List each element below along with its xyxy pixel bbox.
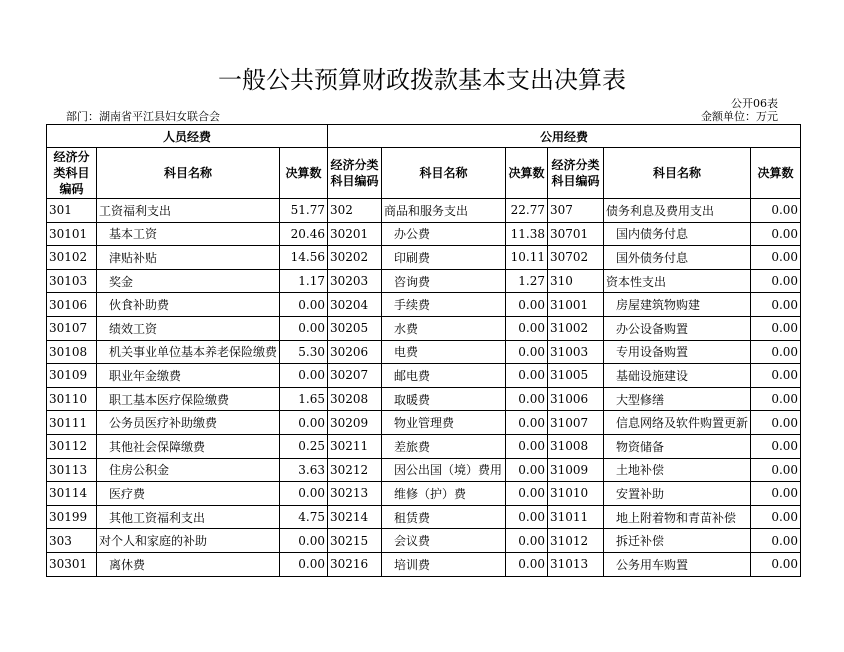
amount-cell: 0.00 (751, 411, 801, 435)
subject-name-cell: 基础设施建设 (604, 364, 751, 388)
amount-cell: 0.00 (751, 387, 801, 411)
subject-name-cell: 土地补偿 (604, 458, 751, 482)
amount-cell: 51.77 (280, 199, 328, 223)
amount-cell: 0.00 (751, 552, 801, 576)
amount-cell: 1.17 (280, 269, 328, 293)
subject-name-cell: 取暖费 (382, 387, 506, 411)
economic-code-cell: 30202 (328, 246, 382, 270)
amount-cell: 5.30 (280, 340, 328, 364)
subject-name-cell: 国外债务付息 (604, 246, 751, 270)
table-row (47, 529, 801, 553)
amount-cell: 0.00 (506, 529, 548, 553)
subject-name-cell: 公务员医疗补助缴费 (97, 411, 280, 435)
column-header-amount: 决算数 (506, 148, 548, 199)
amount-cell: 0.00 (506, 458, 548, 482)
table-row (47, 552, 801, 576)
subject-name-cell: 住房公积金 (97, 458, 280, 482)
economic-code-cell: 31005 (548, 364, 604, 388)
economic-code-cell: 31011 (548, 505, 604, 529)
economic-code-cell: 30211 (328, 434, 382, 458)
economic-code-cell: 31003 (548, 340, 604, 364)
subject-name-cell: 印刷费 (382, 246, 506, 270)
subject-name-cell: 手续费 (382, 293, 506, 317)
table-row (47, 199, 801, 223)
amount-cell: 0.00 (506, 411, 548, 435)
subject-name-cell: 绩效工资 (97, 316, 280, 340)
column-header-name: 科目名称 (382, 148, 506, 199)
table-row (47, 434, 801, 458)
subject-name-cell: 咨询费 (382, 269, 506, 293)
economic-code-cell: 30702 (548, 246, 604, 270)
economic-code-cell: 30114 (47, 482, 97, 506)
amount-cell: 0.00 (751, 293, 801, 317)
subject-name-cell: 因公出国（境）费用 (382, 458, 506, 482)
table-row (47, 458, 801, 482)
economic-code-cell: 30112 (47, 434, 97, 458)
column-header-code: 经济分类科目编码 (47, 148, 97, 199)
economic-code-cell: 30111 (47, 411, 97, 435)
expenditure-table (46, 124, 801, 577)
table-row (47, 505, 801, 529)
amount-cell: 0.00 (751, 269, 801, 293)
amount-cell: 0.00 (751, 364, 801, 388)
amount-cell: 0.00 (506, 293, 548, 317)
amount-cell: 11.38 (506, 222, 548, 246)
economic-code-cell: 30102 (47, 246, 97, 270)
amount-cell: 14.56 (280, 246, 328, 270)
amount-cell: 0.00 (751, 316, 801, 340)
subject-name-cell: 物业管理费 (382, 411, 506, 435)
unit-label: 金额单位：万元 (701, 110, 778, 123)
economic-code-cell: 30103 (47, 269, 97, 293)
table-row (47, 246, 801, 270)
amount-cell: 0.00 (751, 482, 801, 506)
group-header-personnel: 人员经费 (47, 125, 328, 148)
economic-code-cell: 30215 (328, 529, 382, 553)
subject-name-cell: 租赁费 (382, 505, 506, 529)
economic-code-cell: 30203 (328, 269, 382, 293)
subject-name-cell: 津贴补贴 (97, 246, 280, 270)
subject-name-cell: 差旅费 (382, 434, 506, 458)
amount-cell: 0.00 (280, 552, 328, 576)
economic-code-cell: 30113 (47, 458, 97, 482)
economic-code-cell: 31009 (548, 458, 604, 482)
subject-name-cell: 地上附着物和青苗补偿 (604, 505, 751, 529)
subject-name-cell: 办公费 (382, 222, 506, 246)
subject-name-cell: 专用设备购置 (604, 340, 751, 364)
amount-cell: 0.00 (280, 411, 328, 435)
subject-name-cell: 国内债务付息 (604, 222, 751, 246)
subject-name-cell: 对个人和家庭的补助 (97, 529, 280, 553)
amount-cell: 0.25 (280, 434, 328, 458)
subject-name-cell: 大型修缮 (604, 387, 751, 411)
economic-code-cell: 31002 (548, 316, 604, 340)
subject-name-cell: 奖金 (97, 269, 280, 293)
amount-cell: 1.27 (506, 269, 548, 293)
amount-cell: 1.65 (280, 387, 328, 411)
amount-cell: 0.00 (751, 246, 801, 270)
column-header-amount: 决算数 (751, 148, 801, 199)
subject-name-cell: 债务利息及费用支出 (604, 199, 751, 223)
economic-code-cell: 30213 (328, 482, 382, 506)
amount-cell: 20.46 (280, 222, 328, 246)
amount-cell: 4.75 (280, 505, 328, 529)
subject-name-cell: 房屋建筑物购建 (604, 293, 751, 317)
subject-name-cell: 医疗费 (97, 482, 280, 506)
amount-cell: 22.77 (506, 199, 548, 223)
economic-code-cell: 30701 (548, 222, 604, 246)
subject-name-cell: 其他社会保障缴费 (97, 434, 280, 458)
economic-code-cell: 31013 (548, 552, 604, 576)
column-header-code: 经济分类科目编码 (328, 148, 382, 199)
department-label: 部门：湖南省平江县妇女联合会 (66, 110, 220, 123)
amount-cell: 0.00 (506, 482, 548, 506)
subject-name-cell: 物资储备 (604, 434, 751, 458)
economic-code-cell: 30101 (47, 222, 97, 246)
table-row (47, 364, 801, 388)
form-code: 公开06表 (731, 97, 778, 110)
economic-code-cell: 30110 (47, 387, 97, 411)
amount-cell: 0.00 (506, 364, 548, 388)
subject-name-cell: 伙食补助费 (97, 293, 280, 317)
economic-code-cell: 31010 (548, 482, 604, 506)
subject-name-cell: 维修（护）费 (382, 482, 506, 506)
economic-code-cell: 30208 (328, 387, 382, 411)
subject-name-cell: 工资福利支出 (97, 199, 280, 223)
economic-code-cell: 303 (47, 529, 97, 553)
amount-cell: 0.00 (506, 434, 548, 458)
group-header-public: 公用经费 (328, 125, 801, 148)
subject-name-cell: 水费 (382, 316, 506, 340)
economic-code-cell: 310 (548, 269, 604, 293)
amount-cell: 0.00 (506, 340, 548, 364)
economic-code-cell: 30206 (328, 340, 382, 364)
economic-code-cell: 30108 (47, 340, 97, 364)
subject-name-cell: 拆迁补偿 (604, 529, 751, 553)
subject-name-cell: 培训费 (382, 552, 506, 576)
economic-code-cell: 31007 (548, 411, 604, 435)
subject-name-cell: 资本性支出 (604, 269, 751, 293)
economic-code-cell: 31001 (548, 293, 604, 317)
table-row (47, 482, 801, 506)
amount-cell: 0.00 (506, 552, 548, 576)
economic-code-cell: 30106 (47, 293, 97, 317)
table-row (47, 340, 801, 364)
subject-name-cell: 信息网络及软件购置更新 (604, 411, 751, 435)
subject-name-cell: 电费 (382, 340, 506, 364)
economic-code-cell: 31006 (548, 387, 604, 411)
column-header-name: 科目名称 (604, 148, 751, 199)
table-row (47, 387, 801, 411)
amount-cell: 0.00 (506, 316, 548, 340)
amount-cell: 3.63 (280, 458, 328, 482)
subject-name-cell: 离休费 (97, 552, 280, 576)
economic-code-cell: 30107 (47, 316, 97, 340)
amount-cell: 0.00 (506, 505, 548, 529)
amount-cell: 0.00 (751, 529, 801, 553)
economic-code-cell: 30204 (328, 293, 382, 317)
economic-code-cell: 30214 (328, 505, 382, 529)
subject-name-cell: 职业年金缴费 (97, 364, 280, 388)
table-row (47, 293, 801, 317)
amount-cell: 0.00 (751, 340, 801, 364)
economic-code-cell: 30212 (328, 458, 382, 482)
amount-cell: 0.00 (280, 364, 328, 388)
subject-name-cell: 邮电费 (382, 364, 506, 388)
subject-name-cell: 办公设备购置 (604, 316, 751, 340)
column-header-code: 经济分类科目编码 (548, 148, 604, 199)
subject-name-cell: 安置补助 (604, 482, 751, 506)
table-row (47, 411, 801, 435)
economic-code-cell: 30199 (47, 505, 97, 529)
economic-code-cell: 30207 (328, 364, 382, 388)
amount-cell: 0.00 (751, 199, 801, 223)
subject-name-cell: 机关事业单位基本养老保险缴费 (97, 340, 280, 364)
amount-cell: 0.00 (751, 222, 801, 246)
subject-name-cell: 职工基本医疗保险缴费 (97, 387, 280, 411)
page-title: 一般公共预算财政拨款基本支出决算表 (218, 66, 626, 94)
table-row (47, 222, 801, 246)
economic-code-cell: 31008 (548, 434, 604, 458)
subject-name-cell: 会议费 (382, 529, 506, 553)
amount-cell: 0.00 (506, 387, 548, 411)
amount-cell: 0.00 (280, 529, 328, 553)
subject-name-cell: 商品和服务支出 (382, 199, 506, 223)
amount-cell: 0.00 (751, 434, 801, 458)
economic-code-cell: 30216 (328, 552, 382, 576)
amount-cell: 10.11 (506, 246, 548, 270)
subject-name-cell: 其他工资福利支出 (97, 505, 280, 529)
subject-name-cell: 公务用车购置 (604, 552, 751, 576)
column-header-amount: 决算数 (280, 148, 328, 199)
economic-code-cell: 30109 (47, 364, 97, 388)
subject-name-cell: 基本工资 (97, 222, 280, 246)
economic-code-cell: 30301 (47, 552, 97, 576)
amount-cell: 0.00 (280, 293, 328, 317)
table-row (47, 269, 801, 293)
economic-code-cell: 30205 (328, 316, 382, 340)
column-header-name: 科目名称 (97, 148, 280, 199)
economic-code-cell: 302 (328, 199, 382, 223)
amount-cell: 0.00 (751, 505, 801, 529)
amount-cell: 0.00 (280, 316, 328, 340)
table-row (47, 316, 801, 340)
amount-cell: 0.00 (280, 482, 328, 506)
amount-cell: 0.00 (751, 458, 801, 482)
economic-code-cell: 30201 (328, 222, 382, 246)
economic-code-cell: 31012 (548, 529, 604, 553)
economic-code-cell: 30209 (328, 411, 382, 435)
economic-code-cell: 301 (47, 199, 97, 223)
economic-code-cell: 307 (548, 199, 604, 223)
